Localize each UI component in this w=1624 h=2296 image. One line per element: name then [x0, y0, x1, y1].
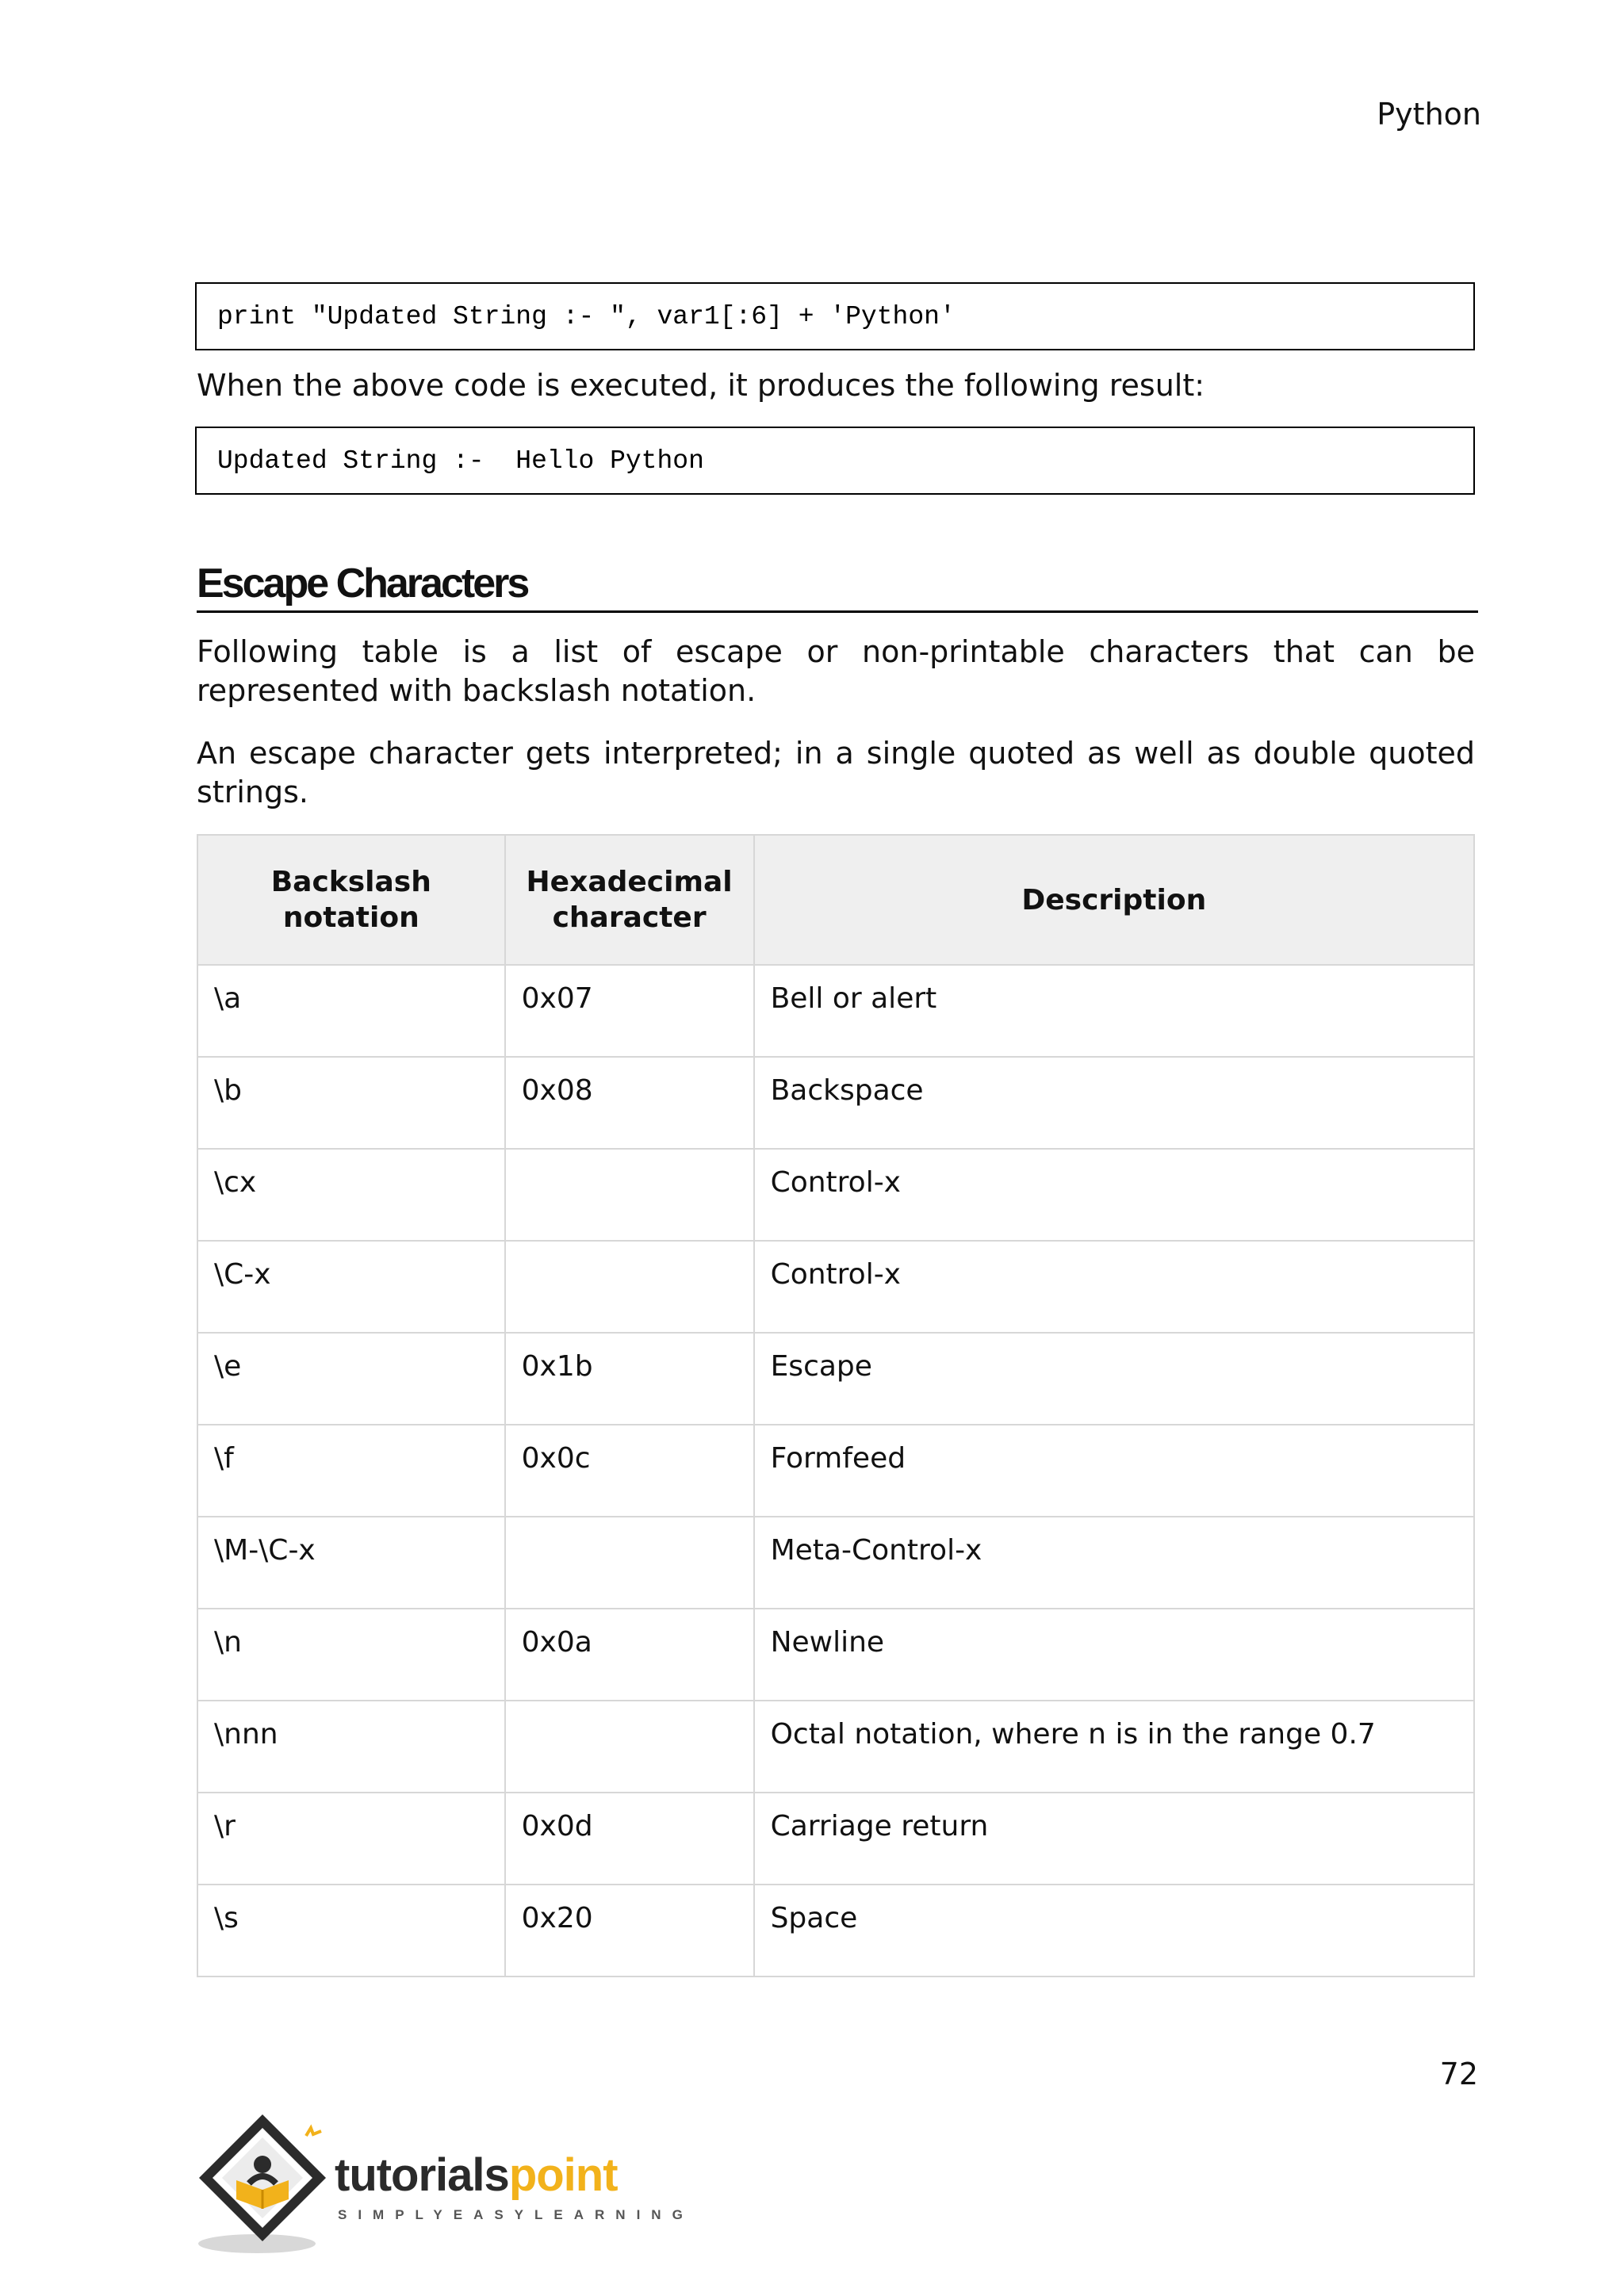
cell-hex	[505, 1149, 754, 1241]
logo-text-point: point	[508, 2149, 618, 2201]
cell-hex: 0x0d	[505, 1793, 754, 1885]
table-row	[197, 1701, 1474, 1793]
cell-notation: \nnn	[197, 1701, 505, 1793]
table-row	[197, 1241, 1474, 1333]
cell-hex: 0x0a	[505, 1609, 754, 1701]
code-block-output: Updated String :- Hello Python	[195, 427, 1475, 495]
intro-paragraph: When the above code is executed, it produces the following result:	[197, 368, 1205, 403]
cell-description: Control-x	[754, 1149, 1474, 1241]
cell-hex: 0x1b	[505, 1333, 754, 1425]
cell-description: Backspace	[754, 1057, 1474, 1149]
cell-hex	[505, 1241, 754, 1333]
cell-hex	[505, 1701, 754, 1793]
cell-description: Carriage return	[754, 1793, 1474, 1885]
cell-description: Formfeed	[754, 1425, 1474, 1517]
table-row	[197, 1609, 1474, 1701]
table-row	[197, 1885, 1474, 1976]
cell-hex: 0x07	[505, 965, 754, 1057]
table-row	[197, 1149, 1474, 1241]
header-hexadecimal-character: Hexadecimal character	[505, 835, 754, 965]
logo-diamond-icon	[195, 2110, 346, 2261]
cell-notation: \cx	[197, 1149, 505, 1241]
section-paragraph-2: An escape character gets interpreted; in a single quoted as well as double quoted strings.	[197, 736, 1475, 809]
table-row	[197, 1333, 1474, 1425]
page-number: 72	[1439, 2057, 1478, 2091]
table-row	[197, 1793, 1474, 1885]
escape-characters-table	[197, 834, 1475, 1977]
table-header-row	[197, 835, 1474, 965]
cell-notation: \b	[197, 1057, 505, 1149]
section-paragraph-1: Following table is a list of escape or non-printable characters that can be represented with backslash notation.	[197, 634, 1475, 708]
cell-notation: \r	[197, 1793, 505, 1885]
cell-notation: \f	[197, 1425, 505, 1517]
cell-notation: \C-x	[197, 1241, 505, 1333]
header-description: Description	[754, 835, 1474, 965]
cell-description: Escape	[754, 1333, 1474, 1425]
cell-notation: \a	[197, 965, 505, 1057]
header-backslash-notation: Backslash notation	[197, 835, 505, 965]
cell-description: Control-x	[754, 1241, 1474, 1333]
cell-hex	[505, 1517, 754, 1609]
cell-hex: 0x0c	[505, 1425, 754, 1517]
cell-hex: 0x08	[505, 1057, 754, 1149]
cell-description: Bell or alert	[754, 965, 1474, 1057]
cell-description: Space	[754, 1885, 1474, 1976]
cell-description: Octal notation, where n is in the range 0.7	[754, 1701, 1474, 1793]
cell-notation: \s	[197, 1885, 505, 1976]
cell-notation: \M-\C-x	[197, 1517, 505, 1609]
section-heading: Escape Characters	[197, 560, 1478, 613]
table-row	[197, 1057, 1474, 1149]
logo-tagline: SIMPLYEASYLEARNING	[338, 2207, 694, 2222]
cell-description: Meta-Control-x	[754, 1517, 1474, 1609]
cell-notation: \n	[197, 1609, 505, 1701]
page-header-title: Python	[1377, 97, 1481, 132]
code-block-source: print "Updated String :- ", var1[:6] + 'Python'	[195, 282, 1475, 350]
cell-description: Newline	[754, 1609, 1474, 1701]
cell-notation: \e	[197, 1333, 505, 1425]
logo-text-tutorials: tutorials	[335, 2149, 509, 2201]
table-row	[197, 1517, 1474, 1609]
table-row	[197, 1425, 1474, 1517]
cell-hex: 0x20	[505, 1885, 754, 1976]
table-row	[197, 965, 1474, 1057]
tutorialspoint-logo	[195, 2110, 694, 2261]
